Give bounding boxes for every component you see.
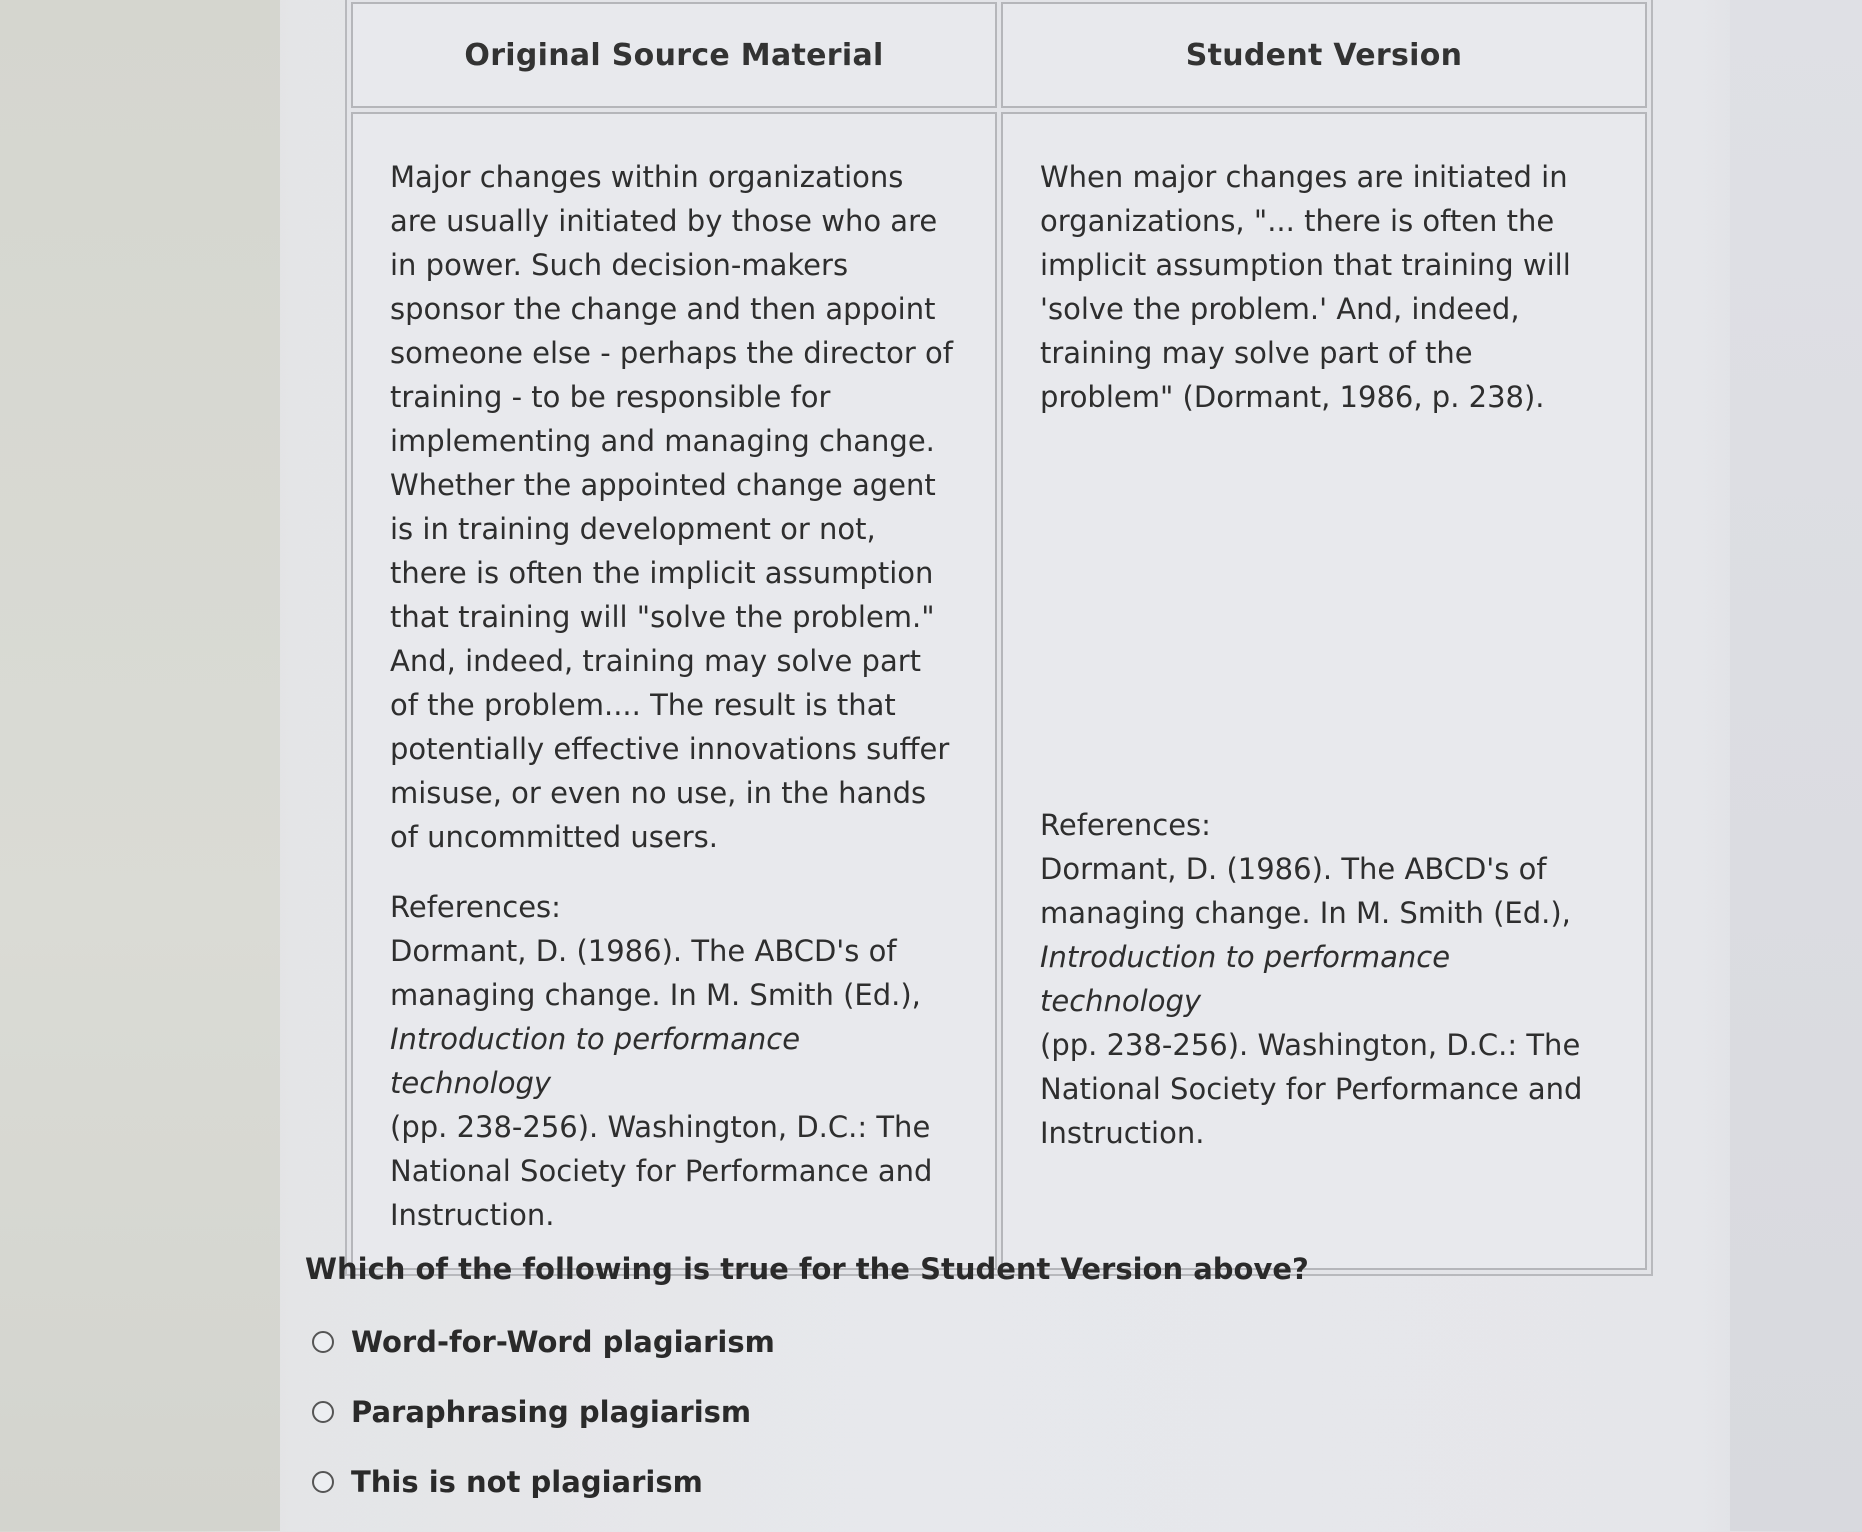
page-right-margin [1730, 0, 1862, 1531]
option-not-plagiarism[interactable] [312, 1462, 775, 1502]
radio-button[interactable] [312, 1401, 334, 1423]
original-reference-publisher: (pp. 238-256). Washington, D.C.: The National Society for Performance and Instruction. [390, 1110, 933, 1232]
option-label: This is not plagiarism [351, 1465, 703, 1499]
student-references-label: References: [1040, 808, 1211, 842]
radio-button[interactable] [312, 1331, 334, 1353]
table-row [351, 112, 1647, 1270]
student-reference-book-title: Introduction to performance technology [1040, 940, 1451, 1018]
radio-button[interactable] [312, 1471, 334, 1493]
student-references [1040, 803, 1608, 1155]
student-version-cell [1001, 112, 1647, 1270]
option-label: Word-for-Word plagiarism [351, 1325, 775, 1359]
question-prompt: Which of the following is true for the Student Version above? [305, 1252, 1309, 1286]
original-source-cell [351, 112, 997, 1270]
original-references [390, 885, 958, 1237]
original-references-label: References: [390, 890, 561, 924]
original-source-header: Original Source Material [351, 2, 997, 108]
option-paraphrasing[interactable] [312, 1392, 775, 1432]
comparison-table [345, 0, 1653, 1276]
option-word-for-word[interactable] [312, 1322, 775, 1362]
answer-options [312, 1322, 775, 1532]
original-reference-book-title: Introduction to performance technology [390, 1022, 801, 1100]
table-header-row [351, 2, 1647, 108]
student-reference-publisher: (pp. 238-256). Washington, D.C.: The National Society for Performance and Instruction. [1040, 1028, 1583, 1150]
original-source-text: Major changes within organizations are usually initiated by those who are in power. Such decision-makers sponsor the change and then appoint someone else - perhaps the director of training - to be responsible for implementing and managing change. Whether the appointed change agent is in training development or not, there is often the implicit assumption that training will "solve the problem." And, indeed, training may solve part of the problem.... The result is that potentially effective innovations suffer misuse, or even no use, in the hands of uncommitted users. [390, 160, 953, 854]
student-version-text: When major changes are initiated in organizations, "... there is often the implicit assumption that training will 'solve the problem.' And, indeed, training may solve part of the problem" (Dormant, 1986, p. 238). [1040, 160, 1571, 414]
student-reference-citation: Dormant, D. (1986). The ABCD's of managing change. In M. Smith (Ed.), [1040, 852, 1571, 930]
option-label: Paraphrasing plagiarism [351, 1395, 752, 1429]
student-version-content [1004, 115, 1644, 1185]
original-source-content [354, 115, 994, 1267]
student-version-header: Student Version [1001, 2, 1647, 108]
page-left-margin [0, 0, 280, 1531]
original-reference-citation: Dormant, D. (1986). The ABCD's of managing change. In M. Smith (Ed.), [390, 934, 921, 1012]
